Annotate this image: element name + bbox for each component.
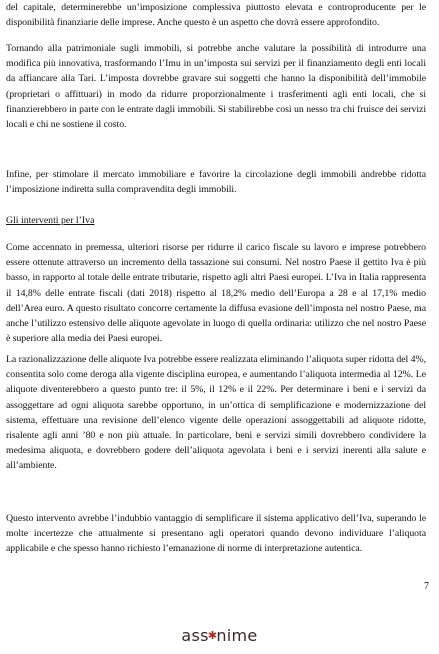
paragraph-vat-rates: La razionalizzazione delle aliquote Iva potrebbe essere realizzata eliminando l’aliquota super ridotta del 4%, consentita solo come deroga alla vigente disciplina europea, e aumentando l’aliquota intermedia al 12%. Le aliquote diventerebbero a questo punto tre: il 5%, il 12% e il 22%. Per determinare i beni e i servizi da assoggettare ad ogni aliquota sarebbe opportuno, in un’ottica di semplificazione e modernizzazione del sistema, effettuare una revisione dell’elenco vigente delle operazioni assoggettabili ad aliquote ridotte, risalente agli anni ’80 e non più attuale. In particolare, beni e servizi simili dovrebbero condividere la medesima aliquota, e dovrebbero godere dell’aliquota agevolata i beni e i servizi inerenti alla salute e all’ambiente. [6, 354, 426, 472]
paragraph-consumption-tax: Come accennato in premessa, ulteriori risorse per ridurre il carico fiscale su lavoro e imprese potrebbero essere ottenute attraverso un incremento della tassazione sui consumi. Nel nostro Paese il gettito Iva è più basso, in rapporto al totale delle entrate tributarie, rispetto agli altri Paesi europei. L’Iva in Italia rappresenta il 14,8% delle entrate fiscali (dati 2018) rispetto al 18,2% medio dell’Europa a 28 e al 17,1% medio dell’Area euro. A questo risultato concorre certamente la diffusa evasione dell’imposta nel nostro Paese, ma anche l’utilizzo estensivo delle aliquote agevolate in luogo di quella ordinaria: utilizzo che nel nostro Paese è superiore alla media dei Paesi europei. [6, 242, 426, 345]
paragraph-real-estate-market: Infine, per stimolare il mercato immobiliare e favorire la circolazione degli immobili andrebbe ridotta l’imposizione indiretta sulla compravendita degli immobili. [6, 169, 426, 196]
section-heading-iva: Gli interventi per l’Iva [6, 215, 95, 226]
assonime-logo [0, 626, 439, 645]
paragraph-simplification: Questo intervento avrebbe l’indubbio vantaggio di semplificare il sistema applicativo dell’Iva, superando le molte incertezze che attualmente si presentano agli operatori quando devono individuare l’aliquota applicabile e che spesso hanno richiesto l’emanazione di norme di interpretazione autentica. [6, 513, 426, 555]
paragraph-capital-tax: del capitale, determinerebbe un’imposizione complessiva piuttosto elevata e controproducente per le disponibilità finanziarie delle imprese. Anche questo è un aspetto che dovrà essere approfondito. [6, 2, 426, 29]
paragraph-property-tax: Tornando alla patrimoniale sugli immobili, si potrebbe anche valutare la possibilità di introdurre una modifica più innovativa, trasformando l’Imu in un’imposta sui servizi per il finanziamento degli enti locali da affiancare alla Tari. L’imposta dovrebbe gravare sui soggetti che hanno la disponibilità dell’immobile (proprietari o affittuari) in modo da ridurre proporzionalmente i trasferimenti agli enti locali, che si finanzierebbero in parte con le entrate dagli immobili. Si stabilirebbe così un nesso tra chi fruisce dei servizi locali e chi ne sostiene il costo. [6, 43, 426, 131]
logo-star-icon: ✱ [207, 629, 218, 642]
page-number: 7 [424, 581, 429, 592]
logo-text-start: ass [181, 626, 209, 645]
logo-text-end: nime [216, 626, 258, 645]
